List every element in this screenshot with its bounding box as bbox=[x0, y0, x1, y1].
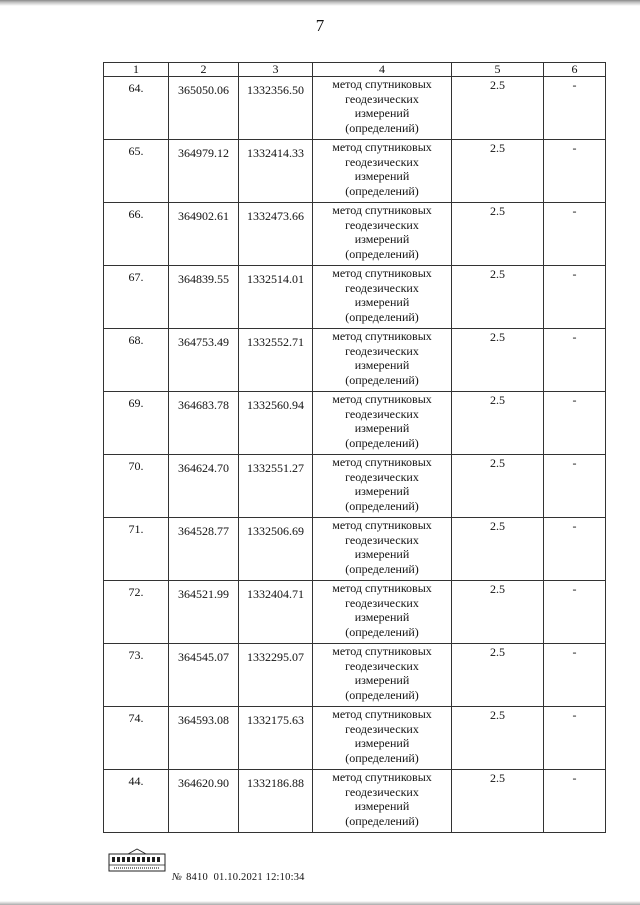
coordinate-x: 364683.78 bbox=[169, 392, 239, 455]
coordinate-x: 364593.08 bbox=[169, 707, 239, 770]
note-value: - bbox=[544, 266, 606, 329]
number-symbol: № bbox=[172, 872, 183, 883]
coordinate-y: 1332175.63 bbox=[239, 707, 313, 770]
determination-method bbox=[313, 77, 452, 140]
column-header-3: 3 bbox=[239, 63, 313, 77]
point-number: 66. bbox=[104, 203, 169, 266]
method-line: (определений) bbox=[345, 372, 419, 387]
note-value: - bbox=[544, 770, 606, 833]
point-number: 71. bbox=[104, 518, 169, 581]
coordinate-x: 364902.61 bbox=[169, 203, 239, 266]
coordinate-y: 1332551.27 bbox=[239, 455, 313, 518]
coordinate-y: 1332356.50 bbox=[239, 77, 313, 140]
page-number: 7 bbox=[315, 16, 325, 35]
table-row bbox=[104, 581, 606, 644]
point-number: 72. bbox=[104, 581, 169, 644]
method-line: измерений bbox=[354, 232, 410, 246]
point-number: 65. bbox=[104, 140, 169, 203]
document-registration-stamp bbox=[172, 872, 305, 883]
determination-method bbox=[313, 707, 452, 770]
point-number: 44. bbox=[104, 770, 169, 833]
table-row bbox=[104, 518, 606, 581]
coordinate-x: 364620.90 bbox=[169, 770, 239, 833]
table-body bbox=[104, 77, 606, 833]
table-row bbox=[104, 455, 606, 518]
government-building-stamp-icon bbox=[108, 848, 166, 874]
coordinate-x: 364521.99 bbox=[169, 581, 239, 644]
point-number: 68. bbox=[104, 329, 169, 392]
method-line: измерений bbox=[354, 673, 410, 687]
method-line: (определений) bbox=[345, 120, 419, 135]
method-line: геодезических bbox=[345, 280, 419, 295]
accuracy-value: 2.5 bbox=[452, 644, 544, 707]
determination-method bbox=[313, 581, 452, 644]
point-number: 67. bbox=[104, 266, 169, 329]
note-value: - bbox=[544, 518, 606, 581]
method-line: метод спутниковых bbox=[332, 707, 432, 721]
coordinate-y: 1332404.71 bbox=[239, 581, 313, 644]
method-line: геодезических bbox=[345, 154, 419, 169]
accuracy-value: 2.5 bbox=[452, 77, 544, 140]
note-value: - bbox=[544, 329, 606, 392]
method-line: метод спутниковых bbox=[332, 518, 432, 532]
method-line: измерений bbox=[354, 421, 410, 435]
method-line: метод спутниковых bbox=[332, 329, 432, 343]
table-row bbox=[104, 140, 606, 203]
method-line: геодезических bbox=[345, 469, 419, 484]
determination-method bbox=[313, 770, 452, 833]
method-line: геодезических bbox=[345, 343, 419, 358]
method-line: метод спутниковых bbox=[332, 203, 432, 217]
method-line: геодезических bbox=[345, 217, 419, 232]
table-row bbox=[104, 644, 606, 707]
column-header-6: 6 bbox=[544, 63, 606, 77]
coordinate-y: 1332186.88 bbox=[239, 770, 313, 833]
coordinate-x: 364624.70 bbox=[169, 455, 239, 518]
coordinates-table bbox=[103, 62, 606, 833]
method-line: (определений) bbox=[345, 750, 419, 765]
method-line: (определений) bbox=[345, 498, 419, 513]
accuracy-value: 2.5 bbox=[452, 203, 544, 266]
coordinate-y: 1332514.01 bbox=[239, 266, 313, 329]
column-header-1: 1 bbox=[104, 63, 169, 77]
note-value: - bbox=[544, 392, 606, 455]
coordinate-x: 364545.07 bbox=[169, 644, 239, 707]
table-row bbox=[104, 770, 606, 833]
registration-datetime: 01.10.2021 12:10:34 bbox=[213, 872, 305, 883]
coordinate-y: 1332552.71 bbox=[239, 329, 313, 392]
method-line: геодезических bbox=[345, 721, 419, 736]
determination-method bbox=[313, 455, 452, 518]
table-row bbox=[104, 392, 606, 455]
method-line: геодезических bbox=[345, 406, 419, 421]
determination-method bbox=[313, 266, 452, 329]
method-line: (определений) bbox=[345, 246, 419, 261]
table-row bbox=[104, 203, 606, 266]
coordinate-x: 364753.49 bbox=[169, 329, 239, 392]
determination-method bbox=[313, 329, 452, 392]
determination-method bbox=[313, 203, 452, 266]
note-value: - bbox=[544, 455, 606, 518]
method-line: (определений) bbox=[345, 624, 419, 639]
accuracy-value: 2.5 bbox=[452, 266, 544, 329]
coordinate-x: 365050.06 bbox=[169, 77, 239, 140]
accuracy-value: 2.5 bbox=[452, 707, 544, 770]
accuracy-value: 2.5 bbox=[452, 392, 544, 455]
coordinate-x: 364839.55 bbox=[169, 266, 239, 329]
note-value: - bbox=[544, 644, 606, 707]
table-row bbox=[104, 77, 606, 140]
coordinate-x: 364528.77 bbox=[169, 518, 239, 581]
method-line: измерений bbox=[354, 799, 410, 813]
method-line: метод спутниковых bbox=[332, 455, 432, 469]
accuracy-value: 2.5 bbox=[452, 140, 544, 203]
note-value: - bbox=[544, 581, 606, 644]
accuracy-value: 2.5 bbox=[452, 329, 544, 392]
coordinate-y: 1332560.94 bbox=[239, 392, 313, 455]
method-line: (определений) bbox=[345, 687, 419, 702]
coordinate-y: 1332506.69 bbox=[239, 518, 313, 581]
note-value: - bbox=[544, 203, 606, 266]
accuracy-value: 2.5 bbox=[452, 770, 544, 833]
method-line: (определений) bbox=[345, 813, 419, 828]
method-line: (определений) bbox=[345, 183, 419, 198]
method-line: измерений bbox=[354, 736, 410, 750]
point-number: 74. bbox=[104, 707, 169, 770]
method-line: геодезических bbox=[345, 595, 419, 610]
accuracy-value: 2.5 bbox=[452, 581, 544, 644]
column-header-4: 4 bbox=[313, 63, 452, 77]
coordinate-x: 364979.12 bbox=[169, 140, 239, 203]
note-value: - bbox=[544, 140, 606, 203]
point-number: 73. bbox=[104, 644, 169, 707]
point-number: 70. bbox=[104, 455, 169, 518]
method-line: измерений bbox=[354, 547, 410, 561]
method-line: измерений bbox=[354, 169, 410, 183]
table-row bbox=[104, 266, 606, 329]
method-line: метод спутниковых bbox=[332, 581, 432, 595]
coordinate-y: 1332473.66 bbox=[239, 203, 313, 266]
note-value: - bbox=[544, 77, 606, 140]
determination-method bbox=[313, 518, 452, 581]
point-number: 64. bbox=[104, 77, 169, 140]
method-line: метод спутниковых bbox=[332, 392, 432, 406]
method-line: метод спутниковых bbox=[332, 770, 432, 784]
method-line: метод спутниковых bbox=[332, 266, 432, 280]
accuracy-value: 2.5 bbox=[452, 455, 544, 518]
scan-bottom-edge bbox=[0, 901, 640, 905]
point-number: 69. bbox=[104, 392, 169, 455]
determination-method bbox=[313, 644, 452, 707]
scan-top-edge bbox=[0, 0, 640, 6]
method-line: измерений bbox=[354, 295, 410, 309]
method-line: метод спутниковых bbox=[332, 77, 432, 91]
method-line: геодезических bbox=[345, 784, 419, 799]
coordinate-y: 1332295.07 bbox=[239, 644, 313, 707]
method-line: геодезических bbox=[345, 532, 419, 547]
determination-method bbox=[313, 392, 452, 455]
method-line: метод спутниковых bbox=[332, 644, 432, 658]
note-value: - bbox=[544, 707, 606, 770]
table-row bbox=[104, 707, 606, 770]
table-header-row bbox=[104, 63, 606, 77]
column-header-5: 5 bbox=[452, 63, 544, 77]
method-line: (определений) bbox=[345, 309, 419, 324]
accuracy-value: 2.5 bbox=[452, 518, 544, 581]
method-line: геодезических bbox=[345, 658, 419, 673]
document-number: 8410 bbox=[186, 872, 208, 883]
table-row bbox=[104, 329, 606, 392]
method-line: метод спутниковых bbox=[332, 140, 432, 154]
method-line: измерений bbox=[354, 358, 410, 372]
column-header-2: 2 bbox=[169, 63, 239, 77]
method-line: измерений bbox=[354, 106, 410, 120]
method-line: измерений bbox=[354, 484, 410, 498]
method-line: (определений) bbox=[345, 435, 419, 450]
method-line: измерений bbox=[354, 610, 410, 624]
method-line: геодезических bbox=[345, 91, 419, 106]
determination-method bbox=[313, 140, 452, 203]
method-line: (определений) bbox=[345, 561, 419, 576]
coordinate-y: 1332414.33 bbox=[239, 140, 313, 203]
